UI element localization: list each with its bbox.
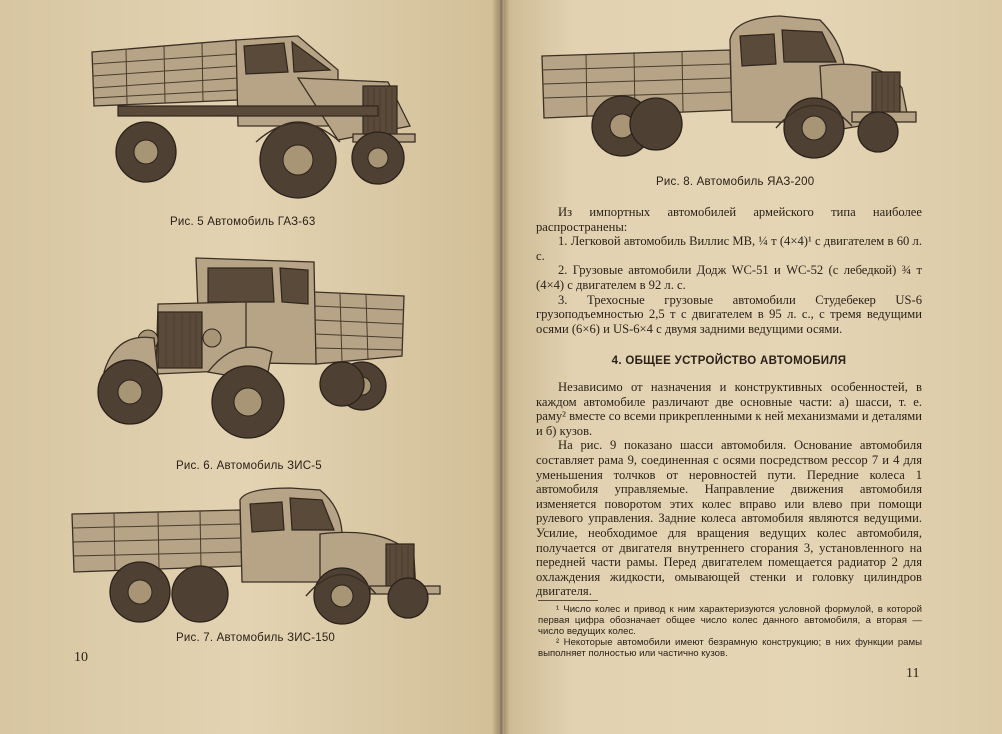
body-paragraph-1: Независимо от назначения и конструктивных особенностей, в каждом автомобиле различают две основные части: а) шасси, т. е. раму² вместе со всеми прикрепленными к ней механизмами и деталями и б) кузов. bbox=[536, 380, 922, 438]
figure-yaaz200 bbox=[540, 14, 920, 164]
figure-gaz63-caption: Рис. 5 Автомобиль ГАЗ-63 bbox=[170, 216, 316, 228]
figure-yaaz200-caption: Рис. 8. Автомобиль ЯАЗ-200 bbox=[656, 176, 815, 188]
body-text bbox=[536, 380, 922, 599]
intro-text bbox=[536, 205, 922, 336]
left-page bbox=[0, 0, 498, 734]
page-number-right: 11 bbox=[906, 666, 920, 681]
truck-zis150-illustration bbox=[70, 486, 442, 626]
book-gutter bbox=[492, 0, 510, 734]
intro-item-1: 1. Легковой автомобиль Виллис МВ, ¼ т (4×4)¹ с двигателем в 60 л. с. bbox=[536, 234, 922, 263]
footnote-1: ¹ Число колес и привод к ним характеризуются условной формулой, в которой первая цифра обозначает общее число колес данного автомобиля, а вторая — число ведущих колес. bbox=[538, 604, 922, 637]
intro-paragraph: Из импортных автомобилей армейского типа наиболее распространены: bbox=[536, 205, 922, 234]
section-heading: 4. ОБЩЕЕ УСТРОЙСТВО АВТОМОБИЛЯ bbox=[611, 355, 847, 367]
footnote-rule bbox=[538, 600, 598, 601]
truck-yaaz200-illustration bbox=[540, 14, 920, 164]
footnotes bbox=[538, 604, 922, 659]
body-paragraph-2: На рис. 9 показано шасси автомобиля. Основание автомобиля составляет рама 9, соединенная с осями посредством рессор 7 и 4 для уменьшения толчков от неровностей пути. Передние колеса 1 автомобиля управляемые. Направление движения автомобиля изменяется поворотом этих колес вправо или влево при помощи рулевого управления. Задние колеса автомобиля являются ведущими. Усилие, необходимое для вращения ведущих колес автомобиля, получается от двигателя внутреннего сгорания 3, установленного на передней части рамы. Перед двигателем помещается радиатор 2 для охлаждения жидкости, омывающей стенки и головку цилиндров двигателя. bbox=[536, 438, 922, 599]
truck-gaz63-illustration bbox=[88, 30, 418, 205]
truck-zis5-illustration bbox=[96, 252, 406, 452]
intro-item-2: 2. Грузовые автомобили Додж WC-51 и WC-52 (с лебедкой) ¾ т (4×4) с двигателем в 92 л. с. bbox=[536, 263, 922, 292]
footnote-2: ² Некоторые автомобили имеют безрамную конструкцию; в них функции рамы выполняет полностью или частично кузов. bbox=[538, 637, 922, 659]
figure-zis150 bbox=[70, 486, 442, 626]
figure-gaz63 bbox=[88, 30, 418, 205]
figure-zis150-caption: Рис. 7. Автомобиль ЗИС-150 bbox=[176, 632, 336, 644]
page-number-left: 10 bbox=[74, 650, 88, 665]
figure-zis5 bbox=[96, 252, 406, 452]
intro-item-3: 3. Трехосные грузовые автомобили Студебекер US-6 грузоподъемностью 2,5 т с двигателем в 95 л. с., с тремя ведущими осями (6×6) и US-6×4 с двумя задними ведущими осями. bbox=[536, 292, 922, 336]
figure-zis5-caption: Рис. 6. Автомобиль ЗИС-5 bbox=[176, 460, 322, 472]
